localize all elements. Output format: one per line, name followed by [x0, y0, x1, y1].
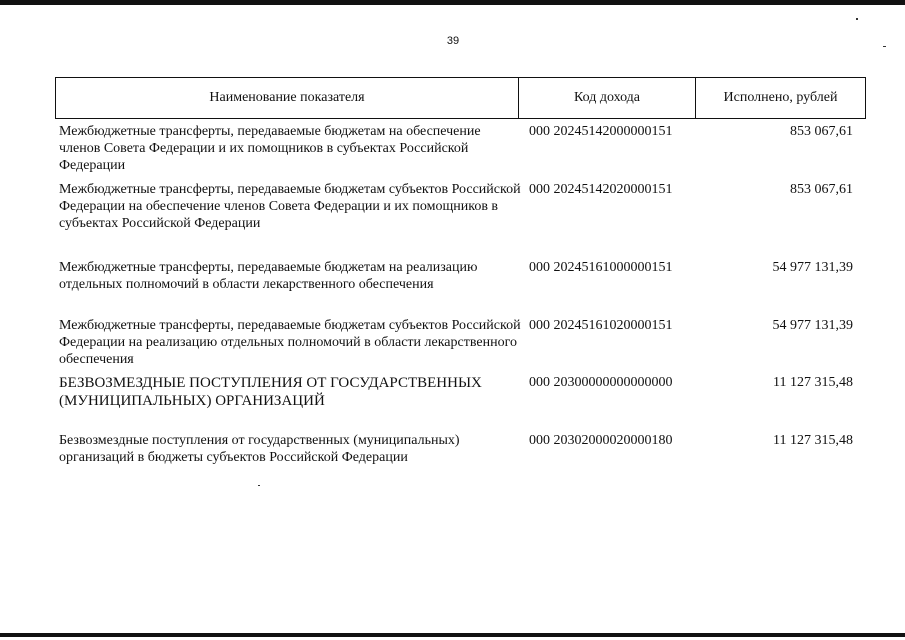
table-header — [55, 77, 866, 119]
bottom-scan-border — [0, 633, 905, 637]
row-income-code: 000 20245161020000151 — [529, 318, 673, 333]
header-indicator-name: Наименование показателя — [56, 78, 519, 118]
row-executed-amount: 11 127 315,48 — [773, 375, 853, 390]
scan-speck — [258, 485, 260, 486]
row-executed-amount: 853 067,61 — [790, 124, 853, 139]
row-executed-amount: 853 067,61 — [790, 182, 853, 197]
header-income-code: Код дохода — [519, 78, 696, 118]
row-income-code: 000 20245142000000151 — [529, 124, 673, 139]
row-indicator-name: Межбюджетные трансферты, передаваемые бюджетам на обеспечение членов Совета Федерации и их помощников в субъектах Российской Федерации — [59, 124, 481, 173]
row-indicator-name: БЕЗВОЗМЕЗДНЫЕ ПОСТУПЛЕНИЯ ОТ ГОСУДАРСТВЕННЫХ (МУНИЦИПАЛЬНЫХ) ОРГАНИЗАЦИЙ — [59, 375, 482, 409]
scan-speck — [856, 18, 858, 20]
row-income-code: 000 20300000000000000 — [529, 375, 673, 390]
row-indicator-name: Межбюджетные трансферты, передаваемые бюджетам субъектов Российской Федерации на обеспечение членов Совета Федерации и их помощников в субъектах Российской Федерации — [59, 182, 521, 231]
scan-speck — [883, 46, 886, 47]
page-number: 39 — [446, 35, 460, 47]
row-indicator-name: Межбюджетные трансферты, передаваемые бюджетам на реализацию отдельных полномочий в области лекарственного обеспечения — [59, 260, 478, 292]
row-income-code: 000 20245161000000151 — [529, 260, 673, 275]
row-income-code: 000 20245142020000151 — [529, 182, 673, 197]
row-indicator-name: Безвозмездные поступления от государственных (муниципальных) организаций в бюджеты субъектов Российской Федерации — [59, 433, 460, 465]
header-executed-amount: Исполнено, рублей — [723, 90, 838, 105]
row-income-code: 000 20302000020000180 — [529, 433, 673, 448]
top-scan-border — [0, 0, 905, 5]
row-executed-amount: 54 977 131,39 — [772, 318, 853, 333]
row-executed-amount: 54 977 131,39 — [772, 260, 853, 275]
row-indicator-name: Межбюджетные трансферты, передаваемые бюджетам субъектов Российской Федерации на реализацию отдельных полномочий в области лекарственного обеспечения — [59, 318, 521, 367]
row-executed-amount: 11 127 315,48 — [773, 433, 853, 448]
